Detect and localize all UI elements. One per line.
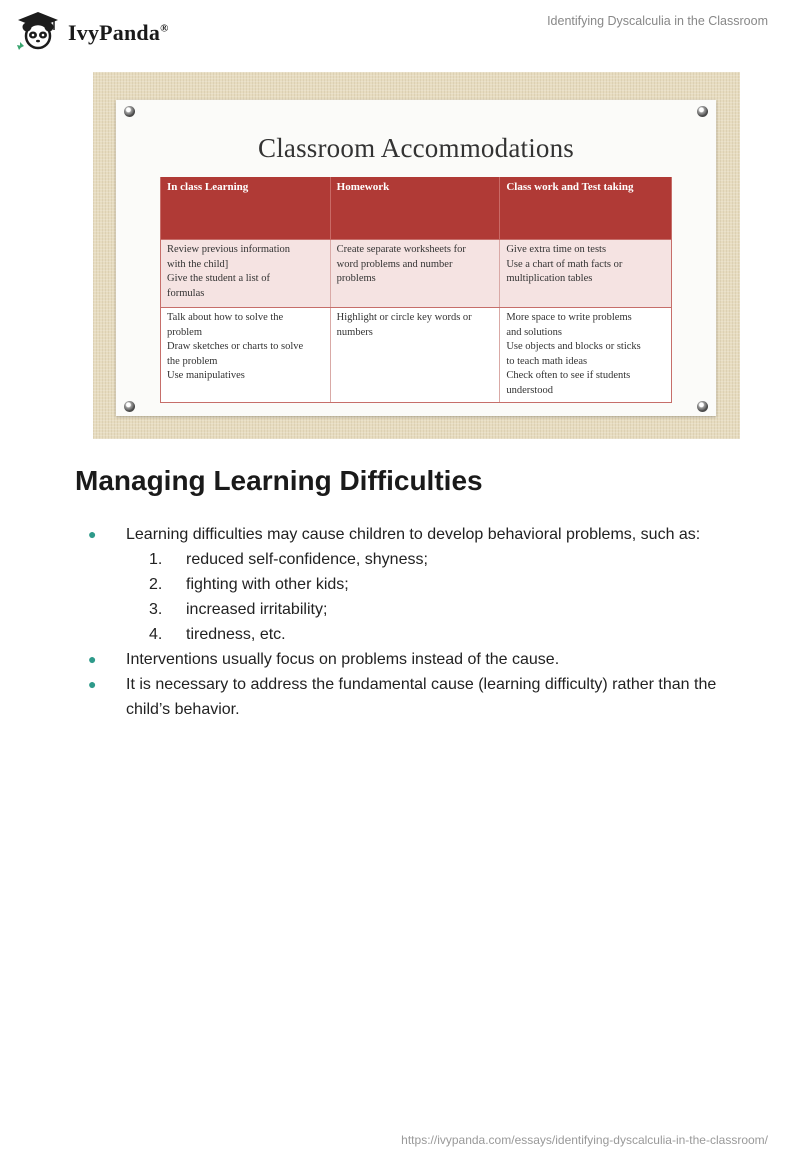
source-url[interactable]: https://ivypanda.com/essays/identifying-dyscalculia-in-the-classroom/ [401,1133,768,1147]
table-cell [500,308,672,403]
slide-title: Classroom Accommodations [257,133,575,163]
cell-line: Give the student a list of [167,273,270,284]
bullet-list [75,522,725,722]
pin-icon [124,106,135,117]
cell-line: formulas [167,287,205,299]
page-header [0,0,800,60]
column-header: In class Learning [161,177,331,240]
cell-line: problem [167,326,202,338]
cell-line: Talk about how to solve the [167,312,284,323]
cell-line: Draw sketches or charts to solve [167,341,304,352]
pin-icon [697,106,708,117]
pin-icon [697,401,708,412]
numbered-list-item [126,572,725,597]
document-title: Identifying Dyscalculia in the Classroom [547,14,768,28]
cell-line: understood [506,384,553,396]
pin-icon [124,401,135,412]
cell-line: More space to write problems [506,312,632,323]
column-header: Class work and Test taking [500,177,672,240]
cell-line: Create separate worksheets for [336,244,466,255]
table-cell [500,240,672,308]
section-heading: Managing Learning Difficulties [75,465,483,496]
table-row [161,240,672,308]
table-cell [161,240,331,308]
bullet-icon: ● [88,651,97,667]
numbered-list-item [126,547,725,572]
ivypanda-logo[interactable] [14,10,169,55]
column-header: Homework [330,177,500,240]
cell-line: Highlight or circle key words or [336,312,472,323]
item-number: 3. [149,601,163,618]
bullet-icon: ● [88,676,97,692]
cell-line: problems [336,273,376,284]
item-text: tiredness, etc. [186,626,286,643]
table-cell [330,308,500,403]
table-cell [330,240,500,308]
slide-board [116,100,716,416]
cell-line: Review previous information [167,244,291,255]
cell-line: the problem [167,355,218,367]
item-text: reduced self-confidence, shyness; [186,551,428,568]
cell-line: with the child] [167,258,229,270]
cell-line: multiplication tables [506,273,593,284]
cell-line: Give extra time on tests [506,244,607,255]
brand-name: IvyPanda® [68,19,169,45]
cell-line: Use manipulatives [167,370,245,381]
item-text: increased irritability; [186,601,328,618]
cell-line: word problems and number [336,258,453,270]
list-item-text: Learning difficulties may cause children to develop behavioral problems, such as: [126,526,701,543]
item-number: 1. [149,551,163,568]
item-number: 2. [149,576,163,593]
list-item [75,522,725,647]
numbered-list-item [126,597,725,622]
slide-image [93,72,740,439]
accommodations-table [160,177,672,403]
list-item [75,672,725,722]
cell-line: Check often to see if students [506,370,631,381]
list-item-text: Interventions usually focus on problems instead of the cause. [126,651,560,668]
item-text: fighting with other kids; [186,576,349,593]
table-cell [161,308,331,403]
section-content [75,522,725,722]
numbered-list-item [126,622,725,647]
item-number: 4. [149,626,163,643]
panda-graduate-icon [14,10,62,55]
numbered-list [126,547,725,647]
list-item [75,647,725,672]
list-item-text: It is necessary to address the fundamental cause (learning difficulty) rather than the child’s behavior. [126,676,717,718]
cell-line: to teach math ideas [506,355,588,367]
cell-line: numbers [336,326,373,338]
cell-line: Use objects and blocks or sticks [506,341,641,352]
cell-line: and solutions [506,326,563,338]
table-row [161,308,672,403]
bullet-icon: ● [88,526,97,542]
cell-line: Use a chart of math facts or [506,258,623,270]
